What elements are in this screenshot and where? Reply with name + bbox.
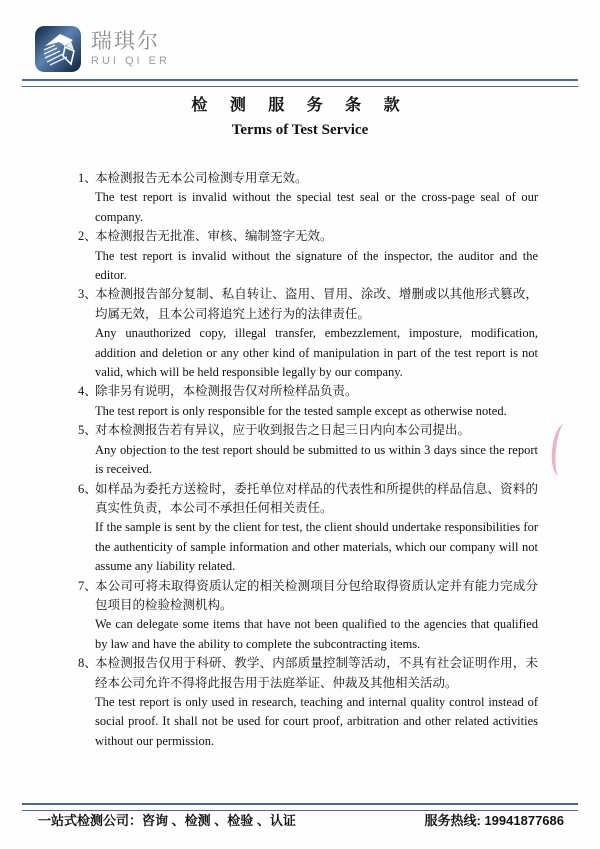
- term-text-en: The test report is invalid without the signature of the inspector, the auditor and the editor.: [95, 248, 538, 283]
- term-text-en: The test report is invalid without the special test seal or the cross-page seal of our company.: [95, 190, 538, 224]
- term-item: [78, 421, 538, 479]
- term-item: [78, 577, 538, 655]
- term-number: 7、: [78, 578, 97, 593]
- term-number: 4、: [78, 384, 97, 399]
- logo-icon: [35, 26, 81, 72]
- term-item: [78, 285, 538, 382]
- term-number: 8、: [78, 656, 97, 671]
- term-text-en: The test report is only responsible for the tested sample except as otherwise noted.: [95, 403, 507, 418]
- term-number: 6、: [78, 481, 97, 496]
- term-text-en: Any unauthorized copy, illegal transfer, embezzlement, imposture, modification, addition and deletion or any other kind of manipulation in part of the test report is not valid, which will be held responsible legally by our company.: [95, 326, 538, 380]
- terms-list: [78, 169, 538, 751]
- logo-name-zh: 瑞琪尔: [91, 30, 160, 53]
- header-divider: [22, 79, 578, 87]
- company-logo: [35, 26, 170, 72]
- term-text-zh: 除非另有说明，本检测报告仅对所检样品负责。: [95, 384, 358, 399]
- term-text-zh: 如样品为委托方送检时，委托单位对样品的代表性和所提供的样品信息、资料的真实性负责，本公司不承担任何相关责任。: [95, 481, 538, 515]
- term-text-zh: 本公司可将未取得资质认定的相关检测项目分包给取得资质认定并有能力完成分包项目的检验检测机构。: [95, 578, 538, 612]
- footer: [22, 810, 578, 829]
- footer-services-label: 一站式检测公司：咨询 、检测 、检验 、认证: [38, 813, 296, 828]
- page-title-zh: 检 测 服 务 条 款: [191, 97, 409, 114]
- footer-hotline: 服务热线: 19941877686: [424, 813, 564, 828]
- term-text-en: If the sample is sent by the client for test, the client should undertake responsibilities for the authenticity of sample information and other materials, which our company will not assume any liability related.: [95, 520, 538, 574]
- term-item: [78, 382, 538, 421]
- term-item: [78, 227, 538, 285]
- term-text-en: The test report is only used in research, teaching and internal quality control instead of social proof. It shall not be used for court proof, arbitration and other related activities without our permission.: [95, 694, 538, 748]
- term-number: 1、: [78, 171, 97, 185]
- term-text-zh: 本检测报告部分复制、私自转让、盗用、冒用、涂改、增删或以其他形式篡改，均属无效，且本公司将追究上述行为的法律责任。: [95, 287, 538, 321]
- term-text-zh: 对本检测报告若有异议，应于收到报告之日起三日内向本公司提出。: [95, 423, 471, 438]
- term-number: 3、: [78, 287, 97, 302]
- term-number: 2、: [78, 229, 97, 244]
- term-text-zh: 本检测报告无本公司检测专用章无效。: [95, 171, 308, 185]
- term-item: [78, 480, 538, 577]
- term-number: 5、: [78, 423, 97, 438]
- term-text-zh: 本检测报告仅用于科研、教学、内部质量控制等活动，不具有社会证明作用，未经本公司允许不得将此报告用于法庭举证、仲裁及其他相关活动。: [95, 656, 538, 690]
- term-text-en: Any objection to the test report should be submitted to us within 3 days since the report is received.: [95, 442, 538, 477]
- term-item: [78, 169, 538, 227]
- term-text-en: We can delegate some items that have not been qualified to the agencies that qualified by law and have the ability to complete the subcontracting items.: [95, 617, 538, 651]
- logo-name-en: RUI QI ER: [91, 55, 170, 67]
- logo-text: [91, 31, 170, 67]
- term-item: [78, 654, 538, 751]
- term-text-zh: 本检测报告无批准、审核、编制签字无效。: [95, 229, 333, 244]
- page-title-en: Terms of Test Service: [231, 122, 369, 138]
- red-stamp-edge: [549, 423, 574, 477]
